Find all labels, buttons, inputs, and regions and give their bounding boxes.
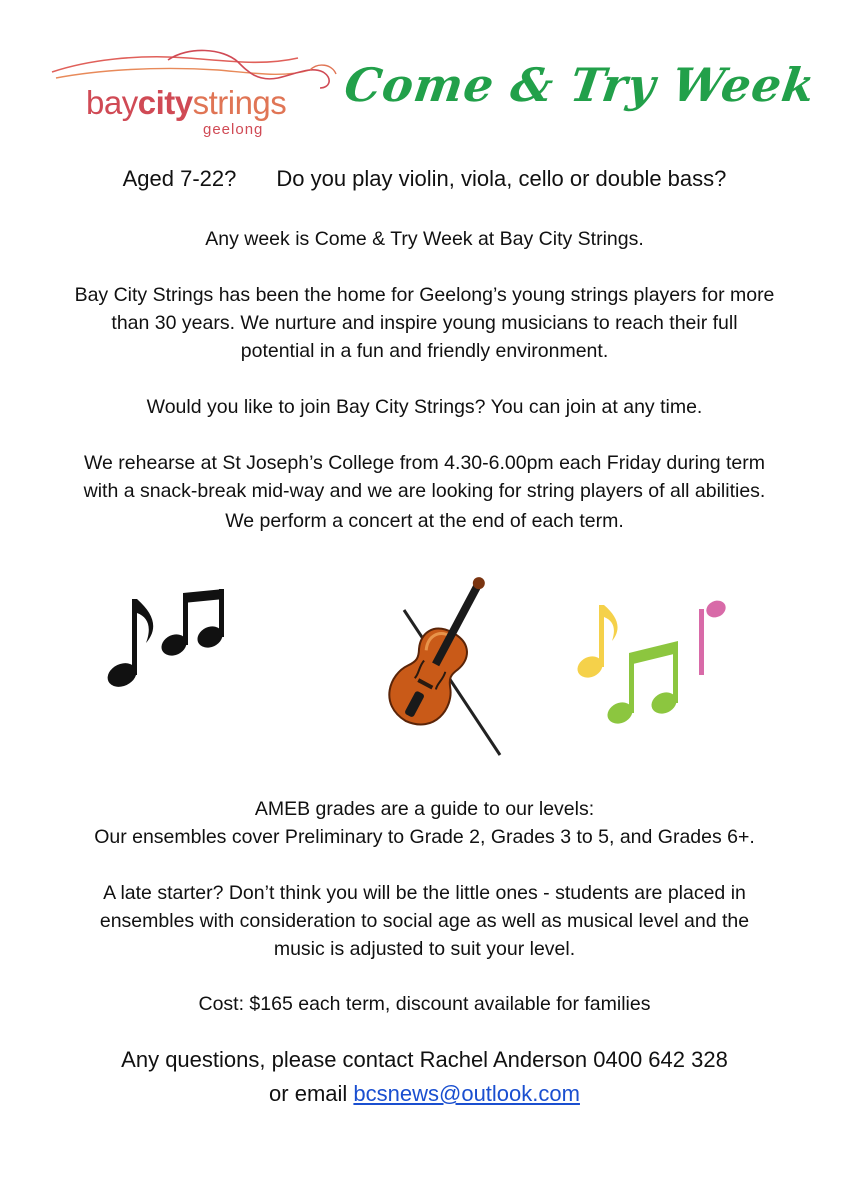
instrument-question: Do you play violin, viola, cello or double bass?	[276, 166, 727, 191]
age-question: Aged 7-22?	[122, 166, 237, 191]
intro-line	[40, 166, 809, 192]
logo-geelong-text: geelong	[203, 121, 264, 138]
paragraph-rehearsal	[40, 449, 809, 535]
paragraph-line: Would you like to join Bay City Strings? You can join at any time.	[146, 396, 703, 418]
paragraph-line: with a snack-break mid-way and we are looking for string players of all abilities.	[83, 480, 766, 502]
paragraph-line: Cost: $165 each term, discount available for families	[198, 993, 651, 1015]
paragraph-line: than 30 years. We nurture and inspire young musicians to reach their full	[111, 312, 738, 334]
paragraph-late-starter	[40, 879, 809, 963]
paragraph-line: AMEB grades are a guide to our levels:	[254, 798, 595, 820]
or-email-text: or email	[269, 1081, 354, 1106]
logo-city-text: city	[137, 84, 193, 121]
logo-wordmark	[86, 86, 286, 119]
paragraph-ameb	[40, 795, 809, 851]
paragraph-line: Our ensembles cover Preliminary to Grade 2, Grades 3 to 5, and Grades 6+.	[94, 826, 755, 848]
page-headline: Come & Try Week	[341, 58, 819, 112]
colored-music-notes-icon	[572, 595, 737, 735]
paragraph-line: We perform a concert at the end of each term.	[225, 510, 624, 532]
bay-city-strings-logo	[48, 48, 343, 143]
logo-strings-text: strings	[192, 84, 287, 121]
contact-block	[40, 1043, 809, 1111]
paragraph-line: potential in a fun and friendly environment.	[240, 340, 609, 362]
black-music-notes-icon	[100, 585, 230, 695]
violin-with-bow-icon	[360, 565, 510, 760]
paragraph-history	[40, 281, 809, 365]
contact-line: Any questions, please contact Rachel Anderson 0400 642 328	[121, 1047, 728, 1072]
paragraph-line: Bay City Strings has been the home for Geelong’s young strings players for more	[74, 284, 775, 306]
paragraph-line: We rehearse at St Joseph’s College from 4.30-6.00pm each Friday during term	[83, 452, 766, 474]
paragraph-cost	[40, 990, 809, 1018]
paragraph-line: A late starter? Don’t think you will be the little ones - students are placed in	[103, 882, 746, 904]
logo-bay-text: bay	[86, 84, 138, 121]
paragraph-line: ensembles with consideration to social age as well as musical level and the	[99, 910, 750, 932]
paragraph-join	[40, 393, 809, 421]
paragraph-line: music is adjusted to suit your level.	[273, 938, 576, 960]
email-link[interactable]: bcsnews@outlook.com	[353, 1081, 580, 1106]
paragraph-any-week	[40, 225, 809, 253]
paragraph-line: Any week is Come & Try Week at Bay City Strings.	[205, 228, 644, 250]
email-line	[40, 1077, 809, 1111]
